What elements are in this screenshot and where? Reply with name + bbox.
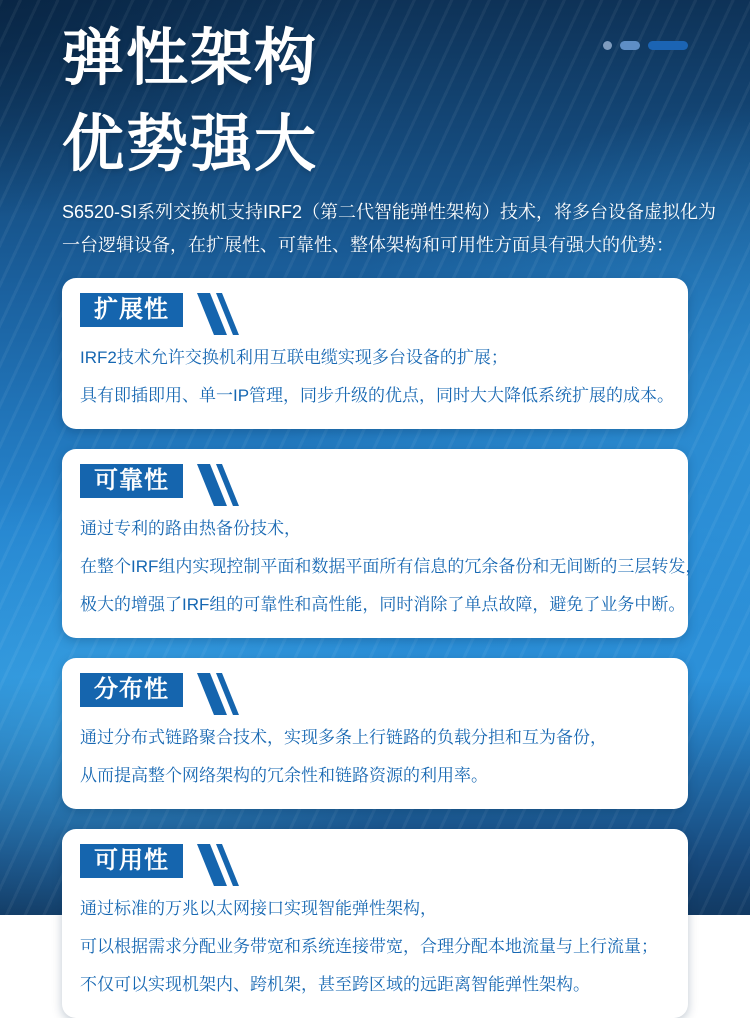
carousel-indicator-dot-icon[interactable] bbox=[603, 41, 612, 50]
header bbox=[0, 0, 750, 262]
carousel-indicator-short-icon[interactable] bbox=[620, 41, 640, 50]
card-body bbox=[80, 339, 675, 415]
card-text-line: 极大的增强了IRF组的可靠性和高性能，同时消除了单点故障，避免了业务中断。 bbox=[80, 595, 686, 614]
intro-line-1: S6520-SI系列交换机支持IRF2（第二代智能弹性架构）技术，将多台设备虚拟化为 bbox=[62, 202, 717, 222]
carousel-indicator-active-icon[interactable] bbox=[648, 41, 688, 50]
intro-paragraph bbox=[62, 196, 717, 262]
card-body bbox=[80, 719, 670, 795]
feature-badge: 扩展性 bbox=[80, 293, 183, 327]
card-text-line: 通过标准的万兆以太网接口实现智能弹性架构， bbox=[80, 899, 437, 918]
feature-card-availability bbox=[62, 829, 688, 1018]
card-text-line: 从而提高整个网络架构的冗余性和链路资源的利用率。 bbox=[80, 766, 488, 785]
feature-card-distribution bbox=[62, 658, 688, 809]
card-text-line: 通过分布式链路聚合技术，实现多条上行链路的负载分担和互为备份， bbox=[80, 728, 607, 747]
card-body bbox=[80, 510, 703, 624]
feature-badge: 可靠性 bbox=[80, 464, 183, 498]
card-text-line: 不仅可以实现机架内、跨机架，甚至跨区域的远距离智能弹性架构。 bbox=[80, 975, 590, 994]
badge-row bbox=[80, 673, 670, 715]
card-text-line: 在整个IRF组内实现控制平面和数据平面所有信息的冗余备份和无间断的三层转发， bbox=[80, 557, 703, 576]
feature-card-reliability bbox=[62, 449, 703, 638]
badge-row bbox=[80, 293, 670, 335]
card-text-line: 可以根据需求分配业务带宽和系统连接带宽，合理分配本地流量与上行流量； bbox=[80, 937, 658, 956]
feature-badge: 分布性 bbox=[80, 673, 183, 707]
page-title bbox=[62, 16, 688, 188]
feature-badge: 可用性 bbox=[80, 844, 183, 878]
badge-row bbox=[80, 844, 670, 886]
feature-cards bbox=[0, 278, 750, 1018]
page-title-line-2: 优势强大 bbox=[62, 110, 319, 179]
card-body bbox=[80, 890, 670, 1004]
card-text-line: IRF2技术允许交换机利用互联电缆实现多台设备的扩展； bbox=[80, 348, 508, 367]
intro-line-2: 一台逻辑设备，在扩展性、可靠性、整体架构和可用性方面具有强大的优势： bbox=[62, 235, 674, 255]
carousel-indicators bbox=[603, 41, 688, 50]
card-text-line: 具有即插即用、单一IP管理，同步升级的优点，同时大大降低系统扩展的成本。 bbox=[80, 386, 675, 405]
badge-row bbox=[80, 464, 670, 506]
feature-card-expandability bbox=[62, 278, 688, 429]
page-title-line-1: 弹性架构 bbox=[62, 24, 319, 93]
card-text-line: 通过专利的路由热备份技术， bbox=[80, 519, 301, 538]
